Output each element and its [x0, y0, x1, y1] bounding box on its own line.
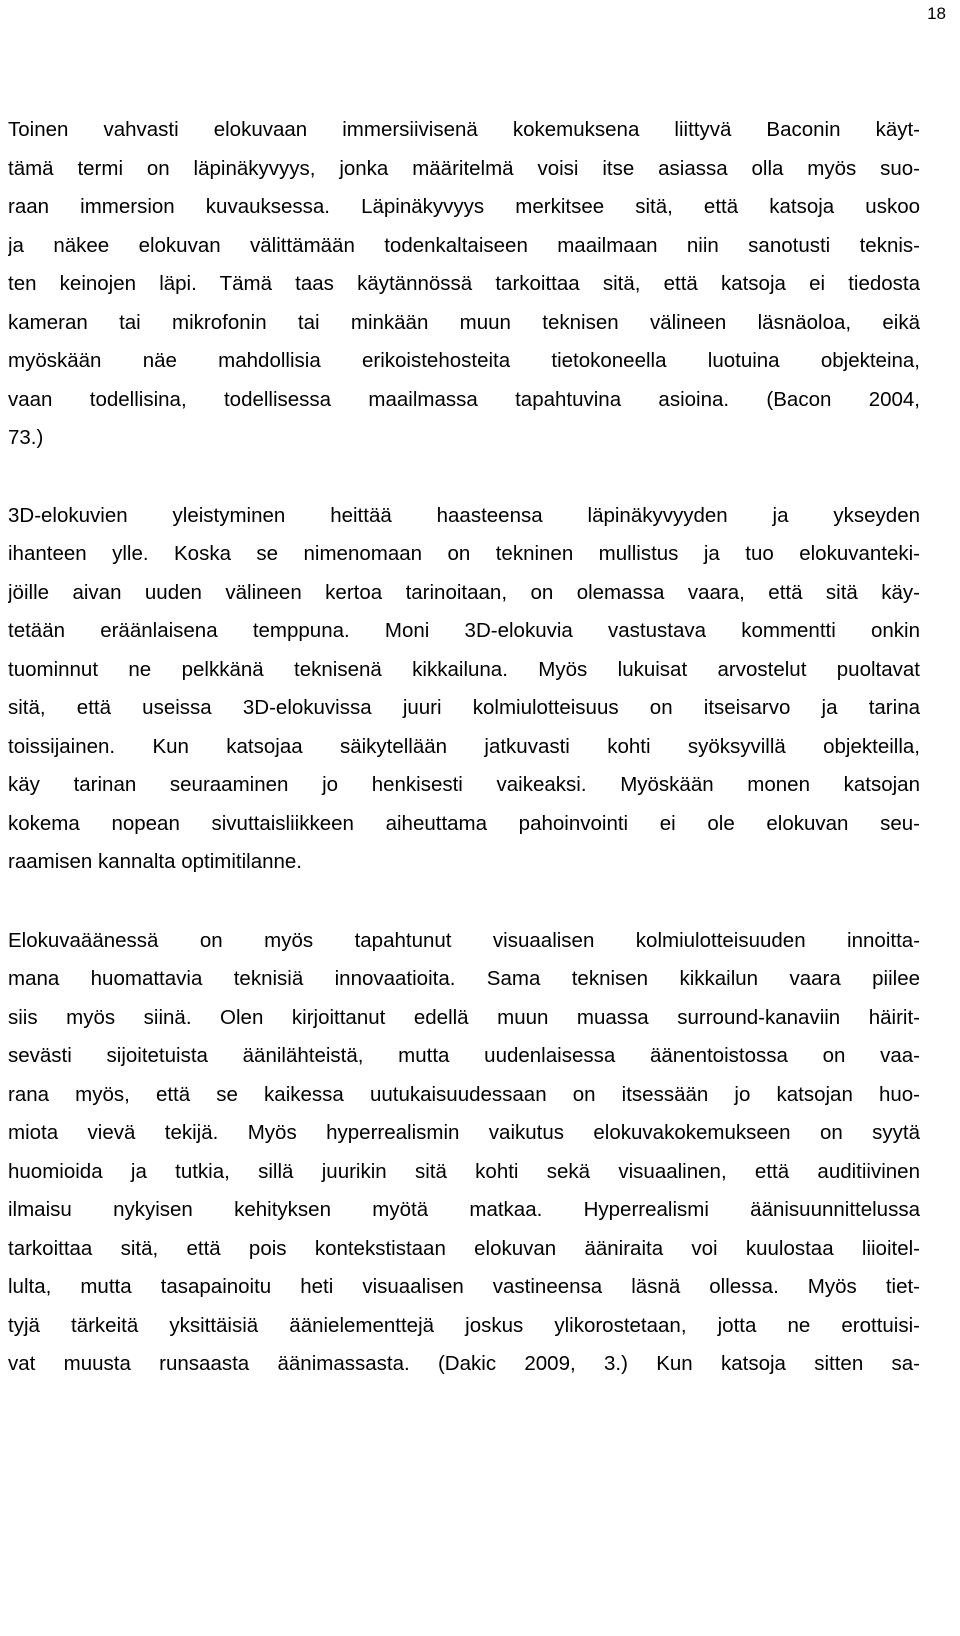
text-line: sitä, että useissa 3D-elokuvissa juuri kolmiulotteisuus on itseisarvo ja tarina — [8, 696, 920, 719]
text-line: raan immersion kuvauksessa. Läpinäkyvyys merkitsee sitä, että katsoja uskoo — [8, 195, 920, 218]
text-line: 3D-elokuvien yleistyminen heittää haasteensa läpinäkyvyyden ja ykseyden — [8, 503, 920, 527]
text-line: kameran tai mikrofonin tai minkään muun teknisen välineen läsnäoloa, eikä — [8, 310, 920, 334]
text-line: ja näkee elokuvan välittämään todenkaltaiseen maailmaan niin sanotusti teknis- — [8, 233, 920, 257]
text-line: sevästi sijoitetuista äänilähteistä, mutta uudenlaisessa äänentoistossa on vaa- — [8, 1044, 920, 1067]
text-line: miota vievä tekijä. Myös hyperrealismin vaikutus elokuvakokemukseen on syytä — [8, 1121, 920, 1144]
text-line: siis myös siinä. Olen kirjoittanut edellä muun muassa surround-kanaviin häirit- — [8, 1005, 920, 1029]
text-line: tyjä tärkeitä yksittäisiä äänielementtejä joskus ylikorostetaan, jotta ne erottuisi- — [8, 1313, 920, 1337]
paragraph-1 — [8, 111, 920, 458]
text-line: rana myös, että se kaikessa uutukaisuudessaan on itsessään jo katsojan huo- — [8, 1082, 920, 1106]
text-line: kokema nopean sivuttaisliikkeen aiheuttama pahoinvointi ei ole elokuvan seu- — [8, 811, 920, 835]
text-line: ilmaisu nykyisen kehityksen myötä matkaa. Hyperrealismi äänisuunnittelussa — [8, 1198, 920, 1221]
document-body — [8, 111, 920, 1384]
text-line: käy tarinan seuraaminen jo henkisesti vaikeaksi. Myöskään monen katsojan — [8, 773, 920, 796]
text-line: ten keinojen läpi. Tämä taas käytännössä tarkoittaa sitä, että katsoja ei tiedosta — [8, 272, 920, 295]
page-number: 18 — [927, 4, 946, 23]
paragraph-gap — [8, 882, 920, 922]
text-line: 73.) — [8, 426, 44, 449]
text-line: ihanteen ylle. Koska se nimenomaan on tekninen mullistus ja tuo elokuvanteki- — [8, 542, 920, 565]
text-line: vaan todellisina, todellisessa maailmassa tapahtuvina asioina. (Bacon 2004, — [8, 387, 920, 411]
paragraph-gap — [8, 458, 920, 497]
text-line: tuominnut ne pelkkänä teknisenä kikkailuna. Myös lukuisat arvostelut puoltavat — [8, 657, 920, 681]
text-line: tarkoittaa sitä, että pois kontekstistaan elokuvan ääniraita voi kuulostaa liioitel- — [8, 1236, 920, 1260]
text-line: lulta, mutta tasapainoitu heti visuaalisen vastineensa läsnä ollessa. Myös tiet- — [8, 1275, 920, 1298]
text-line: tämä termi on läpinäkyvyys, jonka määritelmä voisi itse asiassa olla myös suo- — [8, 156, 920, 180]
text-line: Elokuvaäänessä on myös tapahtunut visuaalisen kolmiulotteisuuden innoitta- — [8, 928, 920, 952]
text-line: myöskään näe mahdollisia erikoistehosteita tietokoneella luotuina objekteina, — [8, 349, 920, 372]
text-line: huomioida ja tutkia, sillä juurikin sitä kohti sekä visuaalinen, että auditiivinen — [8, 1159, 920, 1183]
text-line: toissijainen. Kun katsojaa säikytellään jatkuvasti kohti syöksyvillä objekteilla, — [8, 734, 920, 758]
text-line: Toinen vahvasti elokuvaan immersiivisenä kokemuksena liittyvä Baconin käyt- — [8, 118, 920, 141]
text-line: vat muusta runsaasta äänimassasta. (Dakic 2009, 3.) Kun katsoja sitten sa- — [8, 1352, 920, 1375]
paragraph-2 — [8, 497, 920, 882]
text-line: tetään eräänlaisena temppuna. Moni 3D-elokuvia vastustava kommentti onkin — [8, 619, 920, 642]
paragraph-3 — [8, 922, 920, 1384]
text-line: mana huomattavia teknisiä innovaatioita. Sama teknisen kikkailun vaara piilee — [8, 967, 920, 990]
text-line: jöille aivan uuden välineen kertoa tarinoitaan, on olemassa vaara, että sitä käy- — [8, 580, 920, 604]
text-line: raamisen kannalta optimitilanne. — [8, 850, 302, 873]
